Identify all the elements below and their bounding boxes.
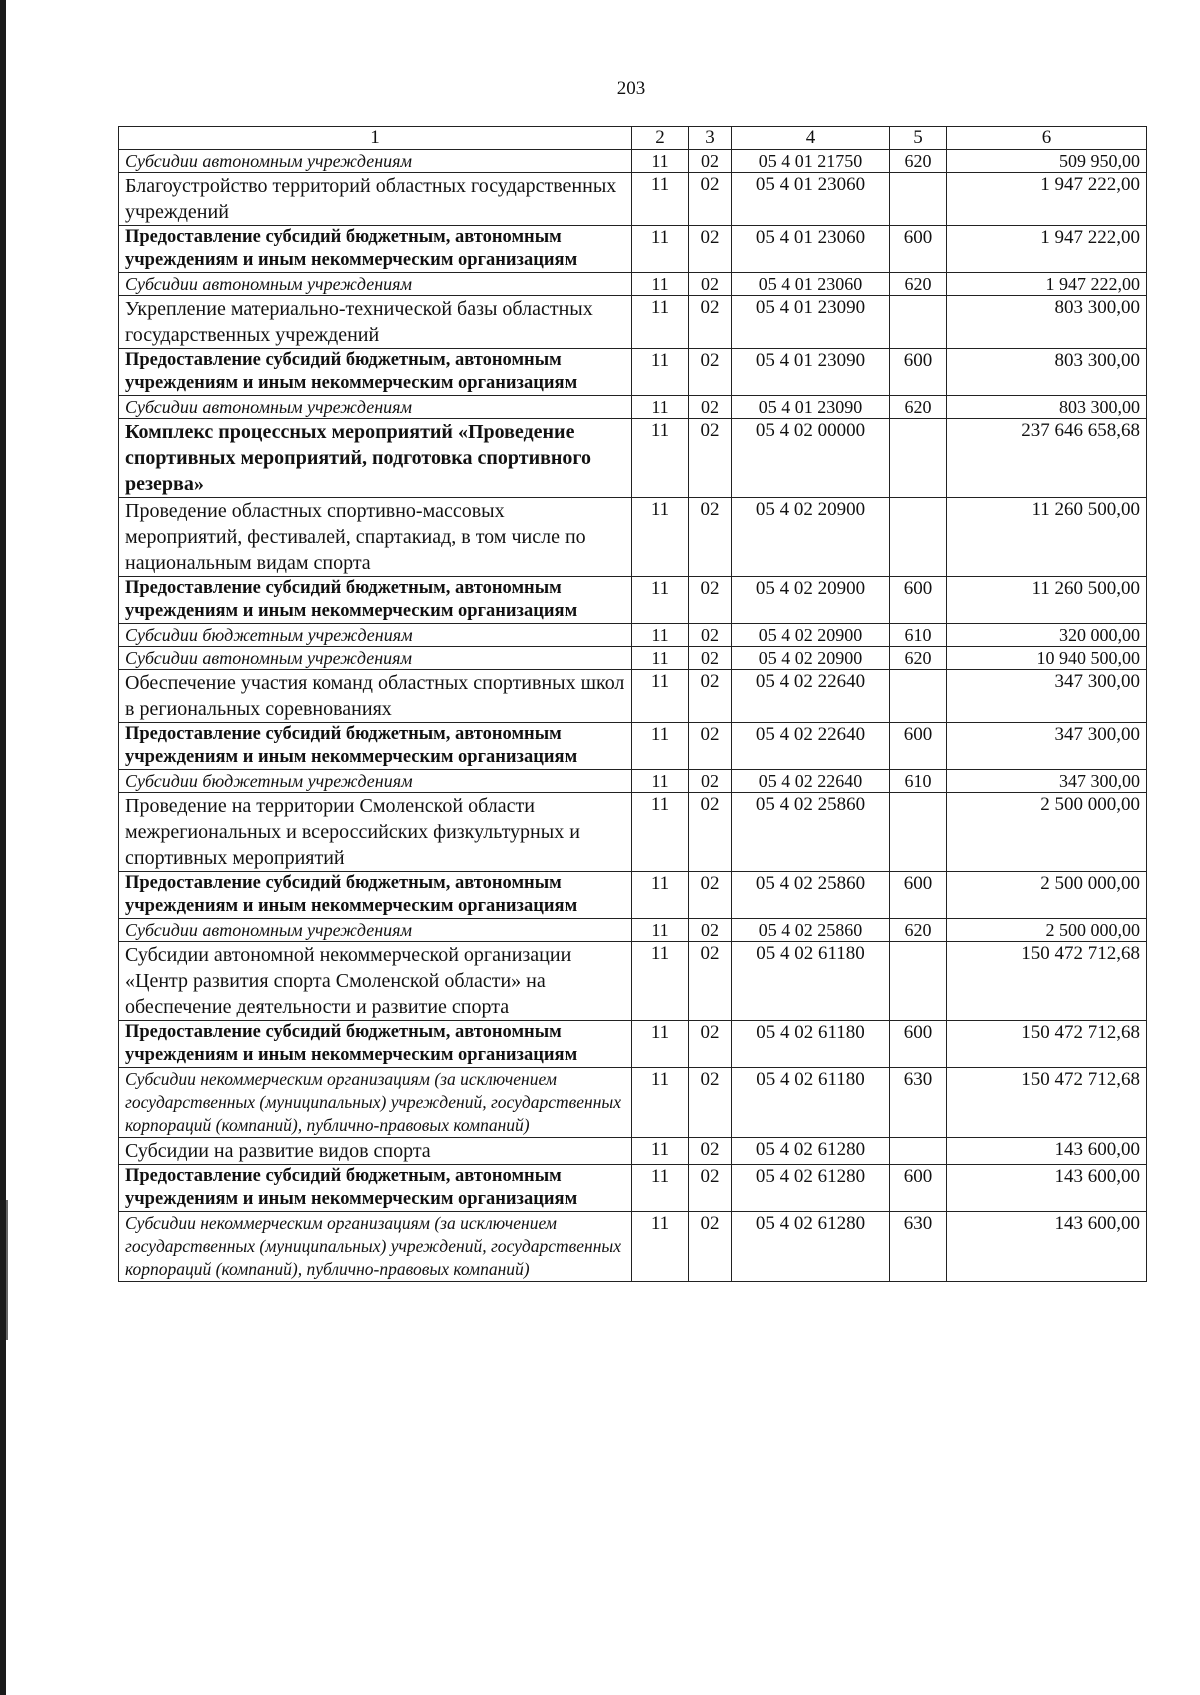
cell-name: Предоставление субсидий бюджетным, автономным учреждениям и иным некоммерческим организациям [119,723,632,770]
table-row [119,273,1147,296]
cell-amount: 803 300,00 [947,396,1147,419]
cell-amount: 143 600,00 [947,1165,1147,1212]
cell-subsection: 02 [689,296,732,349]
cell-name: Комплекс процессных мероприятий «Проведение спортивных мероприятий, подготовка спортивного резерва» [119,419,632,498]
cell-section: 11 [632,723,689,770]
cell-subsection: 02 [689,1212,732,1282]
cell-section: 11 [632,770,689,793]
cell-amount: 2 500 000,00 [947,919,1147,942]
cell-section: 11 [632,872,689,919]
cell-name: Обеспечение участия команд областных спортивных школ в региональных соревнованиях [119,670,632,723]
table-row [119,173,1147,226]
cell-name: Предоставление субсидий бюджетным, автономным учреждениям и иным некоммерческим организациям [119,1165,632,1212]
table-row [119,793,1147,872]
cell-section: 11 [632,1165,689,1212]
cell-section: 11 [632,1021,689,1068]
cell-amount: 150 472 712,68 [947,1068,1147,1138]
cell-name: Субсидии автономным учреждениям [119,919,632,942]
cell-expense-type [890,173,947,226]
cell-subsection: 02 [689,670,732,723]
cell-expense-type: 630 [890,1068,947,1138]
table-row [119,1021,1147,1068]
cell-section: 11 [632,1068,689,1138]
table-row [119,296,1147,349]
budget-table [118,126,1147,1282]
table-row [119,498,1147,577]
cell-section: 11 [632,793,689,872]
cell-amount: 347 300,00 [947,670,1147,723]
table-row [119,723,1147,770]
cell-amount: 11 260 500,00 [947,577,1147,624]
cell-target-code: 05 4 02 00000 [732,419,890,498]
cell-section: 11 [632,498,689,577]
cell-expense-type [890,1138,947,1165]
cell-name: Предоставление субсидий бюджетным, автономным учреждениям и иным некоммерческим организациям [119,872,632,919]
cell-subsection: 02 [689,396,732,419]
cell-name: Субсидии бюджетным учреждениям [119,770,632,793]
cell-target-code: 05 4 02 61180 [732,1068,890,1138]
cell-subsection: 02 [689,226,732,273]
cell-section: 11 [632,1212,689,1282]
cell-target-code: 05 4 01 23060 [732,173,890,226]
cell-target-code: 05 4 02 20900 [732,624,890,647]
cell-target-code: 05 4 01 23060 [732,273,890,296]
table-row [119,1068,1147,1138]
table-row [119,872,1147,919]
cell-section: 11 [632,647,689,670]
cell-section: 11 [632,150,689,173]
cell-expense-type: 600 [890,226,947,273]
cell-amount: 1 947 222,00 [947,173,1147,226]
cell-target-code: 05 4 02 61280 [732,1212,890,1282]
cell-target-code: 05 4 02 61280 [732,1165,890,1212]
cell-expense-type: 600 [890,723,947,770]
cell-expense-type [890,670,947,723]
table-row [119,942,1147,1021]
cell-subsection: 02 [689,173,732,226]
cell-name: Субсидии автономным учреждениям [119,273,632,296]
cell-amount: 1 947 222,00 [947,226,1147,273]
cell-amount: 143 600,00 [947,1138,1147,1165]
cell-expense-type: 600 [890,1021,947,1068]
cell-section: 11 [632,942,689,1021]
cell-section: 11 [632,419,689,498]
cell-target-code: 05 4 02 61180 [732,942,890,1021]
cell-expense-type: 620 [890,647,947,670]
cell-subsection: 02 [689,919,732,942]
cell-target-code: 05 4 02 61280 [732,1138,890,1165]
cell-subsection: 02 [689,793,732,872]
cell-target-code: 05 4 01 21750 [732,150,890,173]
cell-amount: 150 472 712,68 [947,1021,1147,1068]
cell-expense-type [890,498,947,577]
cell-expense-type: 600 [890,577,947,624]
cell-amount: 150 472 712,68 [947,942,1147,1021]
table-row [119,919,1147,942]
cell-target-code: 05 4 02 25860 [732,793,890,872]
cell-name: Субсидии бюджетным учреждениям [119,624,632,647]
table-row [119,1138,1147,1165]
cell-section: 11 [632,919,689,942]
cell-target-code: 05 4 02 20900 [732,647,890,670]
table-row [119,419,1147,498]
cell-name: Предоставление субсидий бюджетным, автономным учреждениям и иным некоммерческим организациям [119,226,632,273]
cell-subsection: 02 [689,1165,732,1212]
cell-section: 11 [632,273,689,296]
cell-subsection: 02 [689,577,732,624]
cell-target-code: 05 4 01 23090 [732,296,890,349]
cell-expense-type: 600 [890,349,947,396]
cell-subsection: 02 [689,273,732,296]
cell-section: 11 [632,173,689,226]
table-row [119,647,1147,670]
cell-expense-type: 620 [890,273,947,296]
cell-section: 11 [632,670,689,723]
scan-mark [6,1200,8,1340]
cell-amount: 803 300,00 [947,349,1147,396]
cell-target-code: 05 4 02 22640 [732,770,890,793]
scan-edge [0,0,6,1695]
cell-amount: 320 000,00 [947,624,1147,647]
table-row [119,396,1147,419]
table-row [119,670,1147,723]
table-header-row [119,127,1147,150]
cell-target-code: 05 4 02 20900 [732,498,890,577]
cell-subsection: 02 [689,723,732,770]
cell-amount: 11 260 500,00 [947,498,1147,577]
cell-section: 11 [632,1138,689,1165]
cell-expense-type [890,793,947,872]
cell-name: Предоставление субсидий бюджетным, автономным учреждениям и иным некоммерческим организациям [119,1021,632,1068]
cell-name: Субсидии автономным учреждениям [119,647,632,670]
column-header: 4 [732,127,890,150]
cell-target-code: 05 4 01 23090 [732,349,890,396]
cell-name: Предоставление субсидий бюджетным, автономным учреждениям и иным некоммерческим организациям [119,349,632,396]
cell-amount: 803 300,00 [947,296,1147,349]
cell-section: 11 [632,624,689,647]
cell-subsection: 02 [689,1138,732,1165]
cell-subsection: 02 [689,498,732,577]
cell-name: Субсидии автономным учреждениям [119,396,632,419]
cell-subsection: 02 [689,1021,732,1068]
cell-expense-type [890,296,947,349]
cell-expense-type: 620 [890,150,947,173]
cell-name: Предоставление субсидий бюджетным, автономным учреждениям и иным некоммерческим организациям [119,577,632,624]
cell-target-code: 05 4 01 23060 [732,226,890,273]
cell-subsection: 02 [689,942,732,1021]
cell-subsection: 02 [689,872,732,919]
cell-name: Укрепление материально-технической базы областных государственных учреждений [119,296,632,349]
column-header: 3 [689,127,732,150]
cell-target-code: 05 4 02 25860 [732,919,890,942]
cell-name: Субсидии некоммерческим организациям (за исключением государственных (муниципальных) учреждений, государственных корпораций (компаний), публично-правовых компаний) [119,1212,632,1282]
table-row [119,349,1147,396]
cell-target-code: 05 4 02 22640 [732,670,890,723]
cell-expense-type: 600 [890,1165,947,1212]
cell-subsection: 02 [689,624,732,647]
table-row [119,1165,1147,1212]
cell-name: Проведение областных спортивно-массовых мероприятий, фестивалей, спартакиад, в том числе по национальным видам спорта [119,498,632,577]
table-body [119,150,1147,1282]
column-header: 6 [947,127,1147,150]
cell-name: Субсидии автономной некоммерческой организации «Центр развития спорта Смоленской области» на обеспечение деятельности и развитие спорта [119,942,632,1021]
cell-amount: 2 500 000,00 [947,872,1147,919]
cell-section: 11 [632,577,689,624]
column-header: 5 [890,127,947,150]
cell-subsection: 02 [689,1068,732,1138]
cell-target-code: 05 4 02 61180 [732,1021,890,1068]
table-row [119,577,1147,624]
cell-amount: 1 947 222,00 [947,273,1147,296]
cell-section: 11 [632,226,689,273]
cell-name: Благоустройство территорий областных государственных учреждений [119,173,632,226]
cell-subsection: 02 [689,349,732,396]
cell-expense-type: 620 [890,919,947,942]
cell-name: Субсидии автономным учреждениям [119,150,632,173]
cell-amount: 10 940 500,00 [947,647,1147,670]
cell-amount: 143 600,00 [947,1212,1147,1282]
cell-amount: 237 646 658,68 [947,419,1147,498]
cell-subsection: 02 [689,770,732,793]
table-row [119,150,1147,173]
cell-section: 11 [632,349,689,396]
cell-expense-type [890,942,947,1021]
cell-name: Субсидии на развитие видов спорта [119,1138,632,1165]
column-header: 2 [632,127,689,150]
table-row [119,226,1147,273]
cell-section: 11 [632,396,689,419]
cell-section: 11 [632,296,689,349]
cell-amount: 347 300,00 [947,770,1147,793]
cell-amount: 509 950,00 [947,150,1147,173]
cell-expense-type: 610 [890,770,947,793]
cell-subsection: 02 [689,419,732,498]
cell-target-code: 05 4 02 22640 [732,723,890,770]
cell-name: Проведение на территории Смоленской области межрегиональных и всероссийских физкультурных и спортивных мероприятий [119,793,632,872]
table-row [119,1212,1147,1282]
table-row [119,624,1147,647]
cell-name: Субсидии некоммерческим организациям (за исключением государственных (муниципальных) учреждений, государственных корпораций (компаний), публично-правовых компаний) [119,1068,632,1138]
cell-subsection: 02 [689,150,732,173]
cell-expense-type: 620 [890,396,947,419]
cell-target-code: 05 4 02 25860 [732,872,890,919]
cell-subsection: 02 [689,647,732,670]
cell-target-code: 05 4 02 20900 [732,577,890,624]
cell-amount: 347 300,00 [947,723,1147,770]
table-row [119,770,1147,793]
page-number: 203 [616,78,646,99]
column-header: 1 [119,127,632,150]
cell-expense-type: 630 [890,1212,947,1282]
cell-target-code: 05 4 01 23090 [732,396,890,419]
cell-expense-type: 600 [890,872,947,919]
cell-expense-type: 610 [890,624,947,647]
cell-amount: 2 500 000,00 [947,793,1147,872]
cell-expense-type [890,419,947,498]
